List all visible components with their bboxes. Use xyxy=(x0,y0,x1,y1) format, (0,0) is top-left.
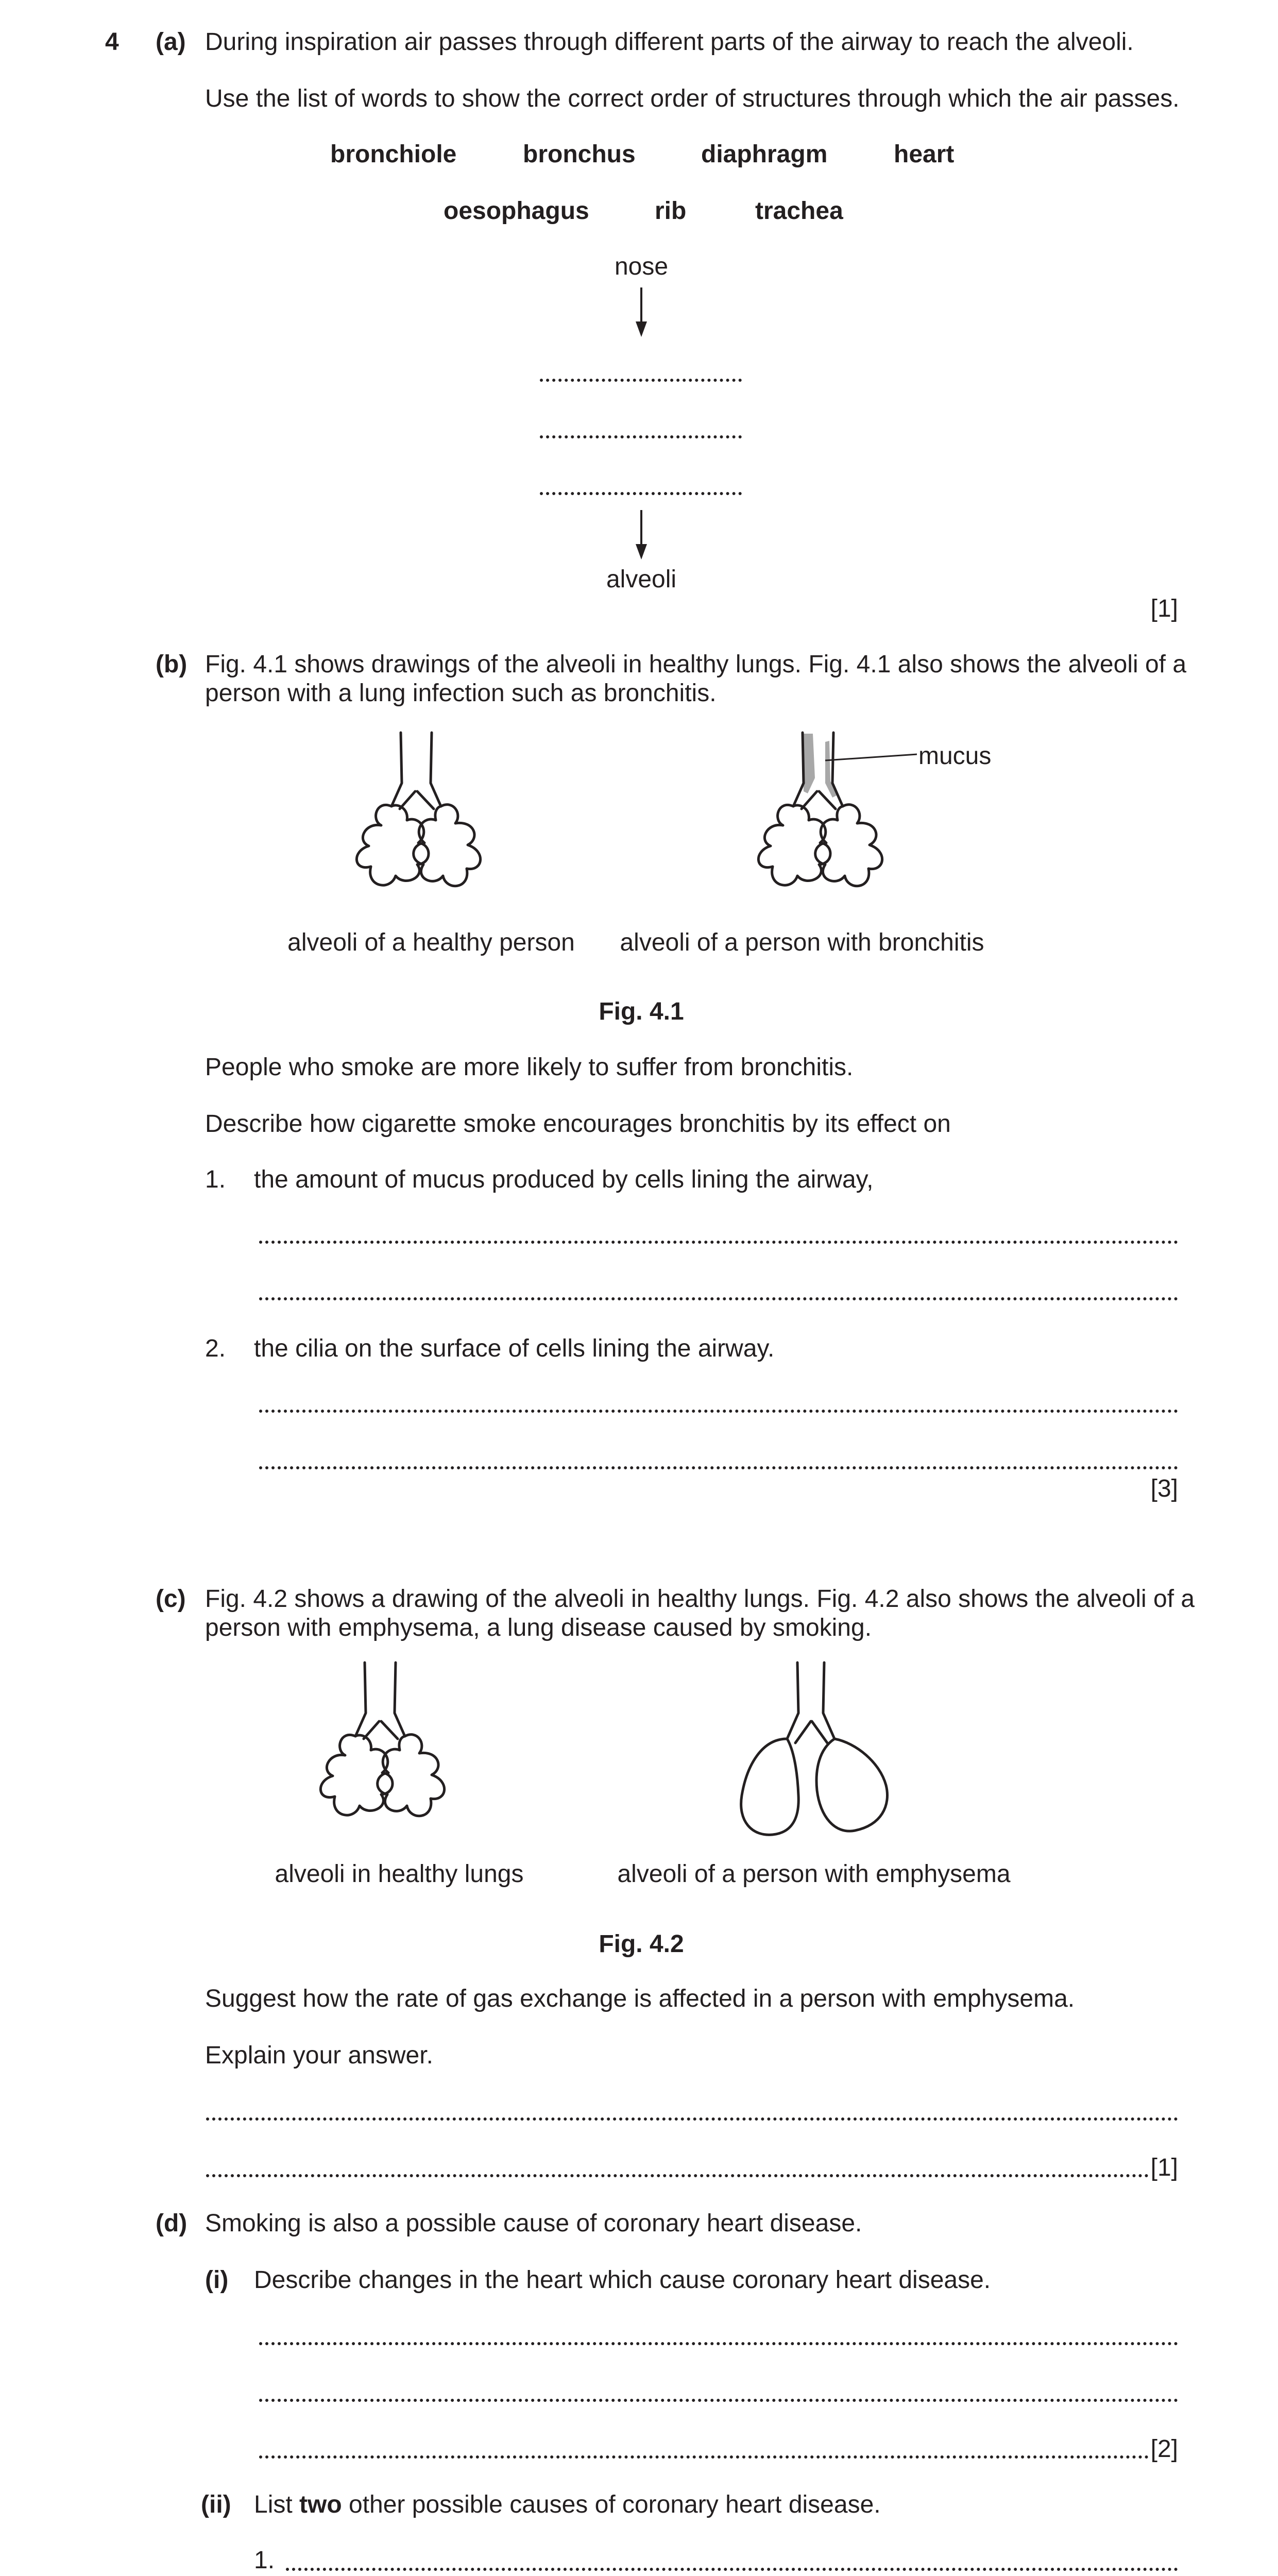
emphysema-alveoli-diagram xyxy=(726,1662,901,1847)
part-c-line1: Fig. 4.2 shows a drawing of the alveoli in healthy lungs. Fig. 4.2 also shows the alveoli of a xyxy=(205,1585,1195,1613)
healthy-lungs-alveoli-diagram xyxy=(304,1662,474,1837)
arrow-down-icon xyxy=(634,287,649,339)
answer-line-d3[interactable] xyxy=(259,2455,1149,2459)
question-number: 4 xyxy=(105,28,119,56)
part-a-line1: During inspiration air passes through different parts of the airway to reach the alveoli. xyxy=(205,28,1134,56)
word-bronchiole: bronchiole xyxy=(330,141,457,168)
figure-caption-4-2: Fig. 4.2 xyxy=(599,1930,684,1958)
part-c-line2: person with emphysema, a lung disease caused by smoking. xyxy=(205,1614,872,1641)
answer-line-a3[interactable] xyxy=(540,492,742,495)
part-d-intro: Smoking is also a possible cause of coronary heart disease. xyxy=(205,2210,862,2237)
answer-line-d1[interactable] xyxy=(259,2342,1178,2345)
part-d-label: (d) xyxy=(156,2210,188,2237)
marks-c: [1] xyxy=(1150,2154,1178,2181)
word-rib: rib xyxy=(655,197,687,225)
marks-b: [3] xyxy=(1150,1475,1178,1502)
answer-line-a1[interactable] xyxy=(540,379,742,382)
item-2-number: 2. xyxy=(205,1335,226,1362)
arrow-down-icon xyxy=(634,510,649,562)
part-d-i-label: (i) xyxy=(205,2266,229,2294)
flow-start-nose: nose xyxy=(614,253,669,280)
word-diaphragm: diaphragm xyxy=(701,141,828,168)
word-oesophagus: oesophagus xyxy=(444,197,589,225)
item-2-text: the cilia on the surface of cells lining the airway. xyxy=(254,1335,775,1362)
part-b-label: (b) xyxy=(156,651,188,678)
part-a-label: (a) xyxy=(156,28,186,56)
answer-line-c1[interactable] xyxy=(206,2117,1178,2121)
mucus-label: mucus xyxy=(918,742,992,770)
bronchitis-alveoli-diagram xyxy=(737,732,1046,907)
answer-line-d-ii-1[interactable] xyxy=(286,2568,1178,2571)
caption-emphysema-4-2: alveoli of a person with emphysema xyxy=(617,1860,1011,1888)
flow-end-alveoli: alveoli xyxy=(606,566,677,593)
caption-healthy-4-1: alveoli of a healthy person xyxy=(287,929,575,956)
answer-line-b3[interactable] xyxy=(259,1410,1178,1413)
part-c-label: (c) xyxy=(156,1585,186,1613)
part-a-line2: Use the list of words to show the correct order of structures through which the air passes. xyxy=(205,85,1180,112)
part-d-i-text: Describe changes in the heart which cause coronary heart disease. xyxy=(254,2266,991,2294)
marks-a: [1] xyxy=(1150,595,1178,622)
answer-line-a2[interactable] xyxy=(540,435,742,438)
figure-caption-4-1: Fig. 4.1 xyxy=(599,998,684,1025)
smoke-statement: People who smoke are more likely to suffer from bronchitis. xyxy=(205,1054,854,1081)
word-trachea: trachea xyxy=(755,197,843,225)
answer-line-b4[interactable] xyxy=(259,1466,1178,1469)
explain-prompt: Explain your answer. xyxy=(205,2042,433,2069)
part-b-line1: Fig. 4.1 shows drawings of the alveoli in healthy lungs. Fig. 4.1 also shows the alveoli of a xyxy=(205,651,1187,678)
healthy-alveoli-diagram xyxy=(340,732,510,907)
answer-line-c2[interactable] xyxy=(206,2174,1149,2177)
caption-bronchitis-4-1: alveoli of a person with bronchitis xyxy=(620,929,984,956)
part-b-line2: person with a lung infection such as bronchitis. xyxy=(205,680,717,707)
suggest-prompt: Suggest how the rate of gas exchange is affected in a person with emphysema. xyxy=(205,1985,1075,2012)
word-heart: heart xyxy=(894,141,955,168)
answer-line-b2[interactable] xyxy=(259,1297,1178,1300)
item-1-text: the amount of mucus produced by cells lining the airway, xyxy=(254,1166,874,1193)
answer-line-d2[interactable] xyxy=(259,2399,1178,2402)
word-bronchus: bronchus xyxy=(523,141,636,168)
item-1-number: 1. xyxy=(205,1166,226,1193)
caption-healthy-4-2: alveoli in healthy lungs xyxy=(275,1860,524,1888)
part-d-ii-text: List two other possible causes of coronary heart disease. xyxy=(254,2491,881,2518)
part-d-ii-label: (ii) xyxy=(201,2491,231,2518)
part-d-ii-number-1: 1. xyxy=(254,2547,275,2574)
answer-line-b1[interactable] xyxy=(259,1241,1178,1244)
describe-prompt: Describe how cigarette smoke encourages bronchitis by its effect on xyxy=(205,1110,951,1138)
marks-d-i: [2] xyxy=(1150,2435,1178,2463)
